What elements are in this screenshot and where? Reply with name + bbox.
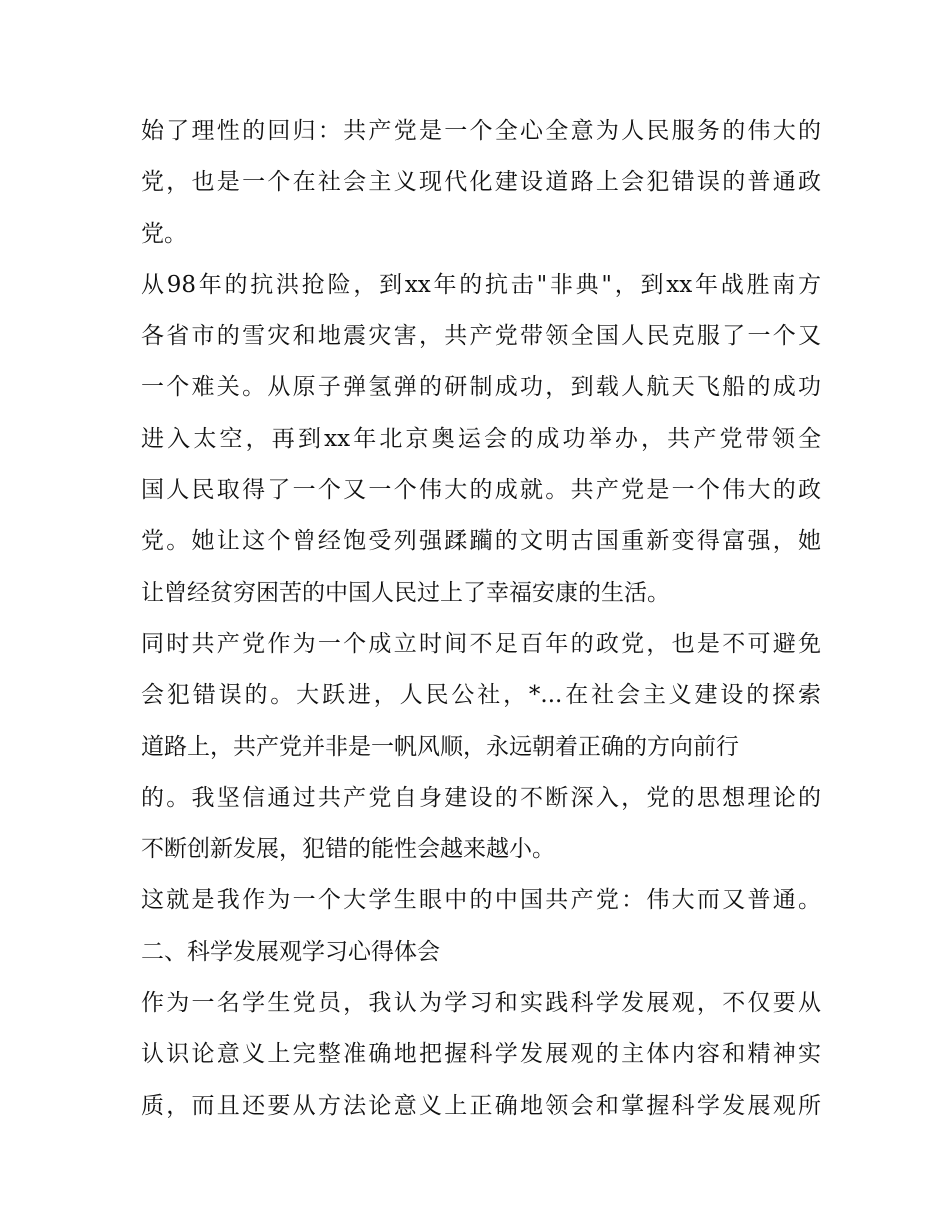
paragraph (141, 978, 821, 1132)
text-line: 的。我坚信通过共产党自身建设的不断深入，党的思想理论的 (141, 784, 821, 811)
text-line: 进入太空，再到xx年北京奥运会的成功举办，共产党带领全 (141, 425, 821, 452)
paragraph (141, 106, 821, 260)
text-line: 各省市的雪灾和地震灾害，共产党带领全国人民克服了一个又 (141, 323, 821, 350)
text-line: 始了理性的回归：共产党是一个全心全意为人民服务的伟大的 (141, 118, 821, 144)
text-line: 认识论意义上完整准确地把握科学发展观的主体内容和精神实 (141, 1041, 821, 1068)
text-line: 党。 (141, 220, 187, 247)
text-line: 国人民取得了一个又一个伟大的成就。共产党是一个伟大的政 (141, 477, 821, 504)
document-body (141, 106, 821, 1132)
text-line: 二、科学发展观学习心得体会 (141, 938, 440, 965)
paragraph (141, 260, 821, 619)
text-line: 党。她让这个曾经饱受列强蹂躏的文明古国重新变得富强，她 (141, 528, 821, 555)
text-line: 会犯错误的。大跃进，人民公社，*...在社会主义建设的探索 (141, 682, 821, 709)
text-line: 让曾经贫穷困苦的中国人民过上了幸福安康的生活。 (141, 579, 670, 606)
text-line: 这就是我作为一个大学生眼中的中国共产党：伟大而又普通。 (141, 887, 821, 914)
paragraph (141, 927, 821, 978)
text-line: 不断创新发展，犯错的能性会越来越小。 (141, 836, 555, 863)
paragraph (141, 619, 821, 875)
paragraph (141, 875, 821, 926)
text-line: 党，也是一个在社会主义现代化建设道路上会犯错误的普通政 (141, 169, 821, 196)
text-line: 从98年的抗洪抢险，到xx年的抗击"非典"，到xx年战胜南方 (141, 271, 821, 298)
text-line: 道路上，共产党并非是一帆风顺，永远朝着正确的方向前行 (141, 733, 739, 760)
text-line: 作为一名学生党员，我认为学习和实践科学发展观，不仅要从 (141, 990, 821, 1017)
text-line: 一个难关。从原子弹氢弹的研制成功，到载人航天飞船的成功 (141, 374, 821, 401)
text-line: 同时共产党作为一个成立时间不足百年的政党，也是不可避免 (141, 630, 821, 657)
text-line: 质，而且还要从方法论意义上正确地领会和掌握科学发展观所 (141, 1092, 821, 1119)
